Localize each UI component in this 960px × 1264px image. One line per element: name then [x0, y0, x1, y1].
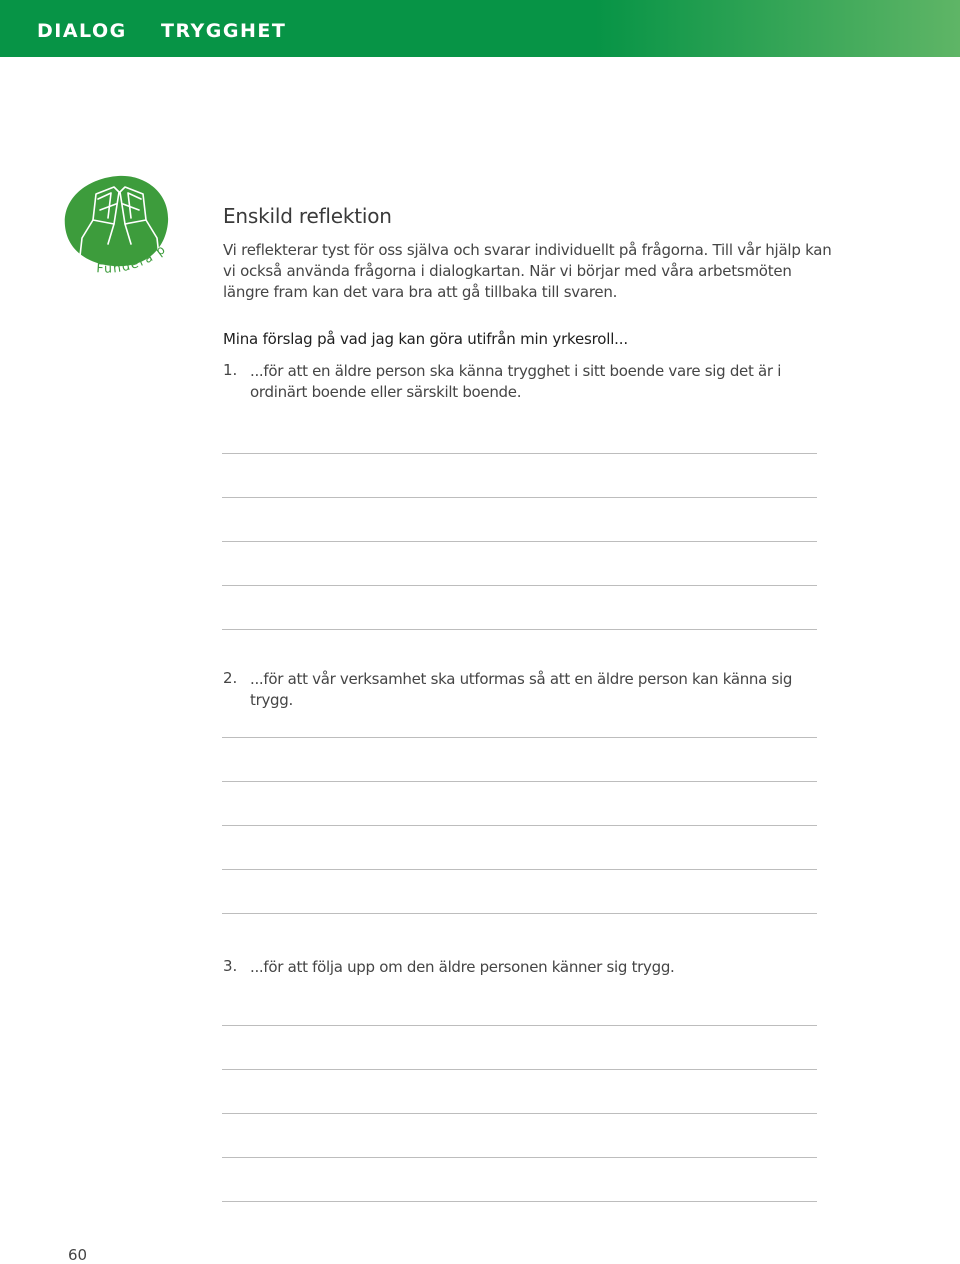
question-1-number: 1.: [223, 361, 238, 379]
answer-line[interactable]: [222, 825, 817, 826]
question-2-text: ...för att vår verksamhet ska utformas så att en äldre person kan känna sig trygg.: [250, 670, 793, 709]
answer-line[interactable]: [222, 1201, 817, 1202]
answer-line[interactable]: [222, 737, 817, 738]
fundera-pa-badge: [62, 172, 174, 287]
header-dialog-label: DIALOG: [37, 20, 127, 42]
answer-line[interactable]: [222, 1069, 817, 1070]
answer-line[interactable]: [222, 913, 817, 914]
answer-line[interactable]: [222, 869, 817, 870]
answer-line[interactable]: [222, 585, 817, 586]
question-3-number: 3.: [223, 957, 238, 975]
answer-line[interactable]: [222, 453, 817, 454]
section-title: Enskild reflektion: [223, 204, 392, 228]
question-1-text: ...för att en äldre person ska känna trygghet i sitt boende vare sig det är i ordinärt boende eller särskilt boende.: [250, 362, 782, 401]
page-number: 60: [68, 1246, 88, 1264]
intro-paragraph: Vi reflekterar tyst för oss själva och svarar individuellt på frågorna. Till vår hjälp kan vi också använda frågorna i dialogkartan. När vi börjar med våra arbetsmöten längre fram kan det vara bra att gå tillbaka till svaren.: [223, 241, 832, 301]
header-bar: [0, 0, 960, 57]
hands-icon: [62, 172, 174, 287]
answer-line[interactable]: [222, 1113, 817, 1114]
question-2-number: 2.: [223, 669, 238, 687]
answer-line[interactable]: [222, 1025, 817, 1026]
answer-line[interactable]: [222, 541, 817, 542]
answer-line[interactable]: [222, 1157, 817, 1158]
answer-line[interactable]: [222, 629, 817, 630]
reflection-subheading: Mina förslag på vad jag kan göra utifrån min yrkesroll...: [223, 330, 628, 348]
answer-line[interactable]: [222, 497, 817, 498]
question-3-text: ...för att följa upp om den äldre personen känner sig trygg.: [250, 958, 675, 976]
badge-label: Fundera p: [95, 240, 169, 276]
header-topic-label: TRYGGHET: [161, 20, 287, 42]
answer-line[interactable]: [222, 781, 817, 782]
